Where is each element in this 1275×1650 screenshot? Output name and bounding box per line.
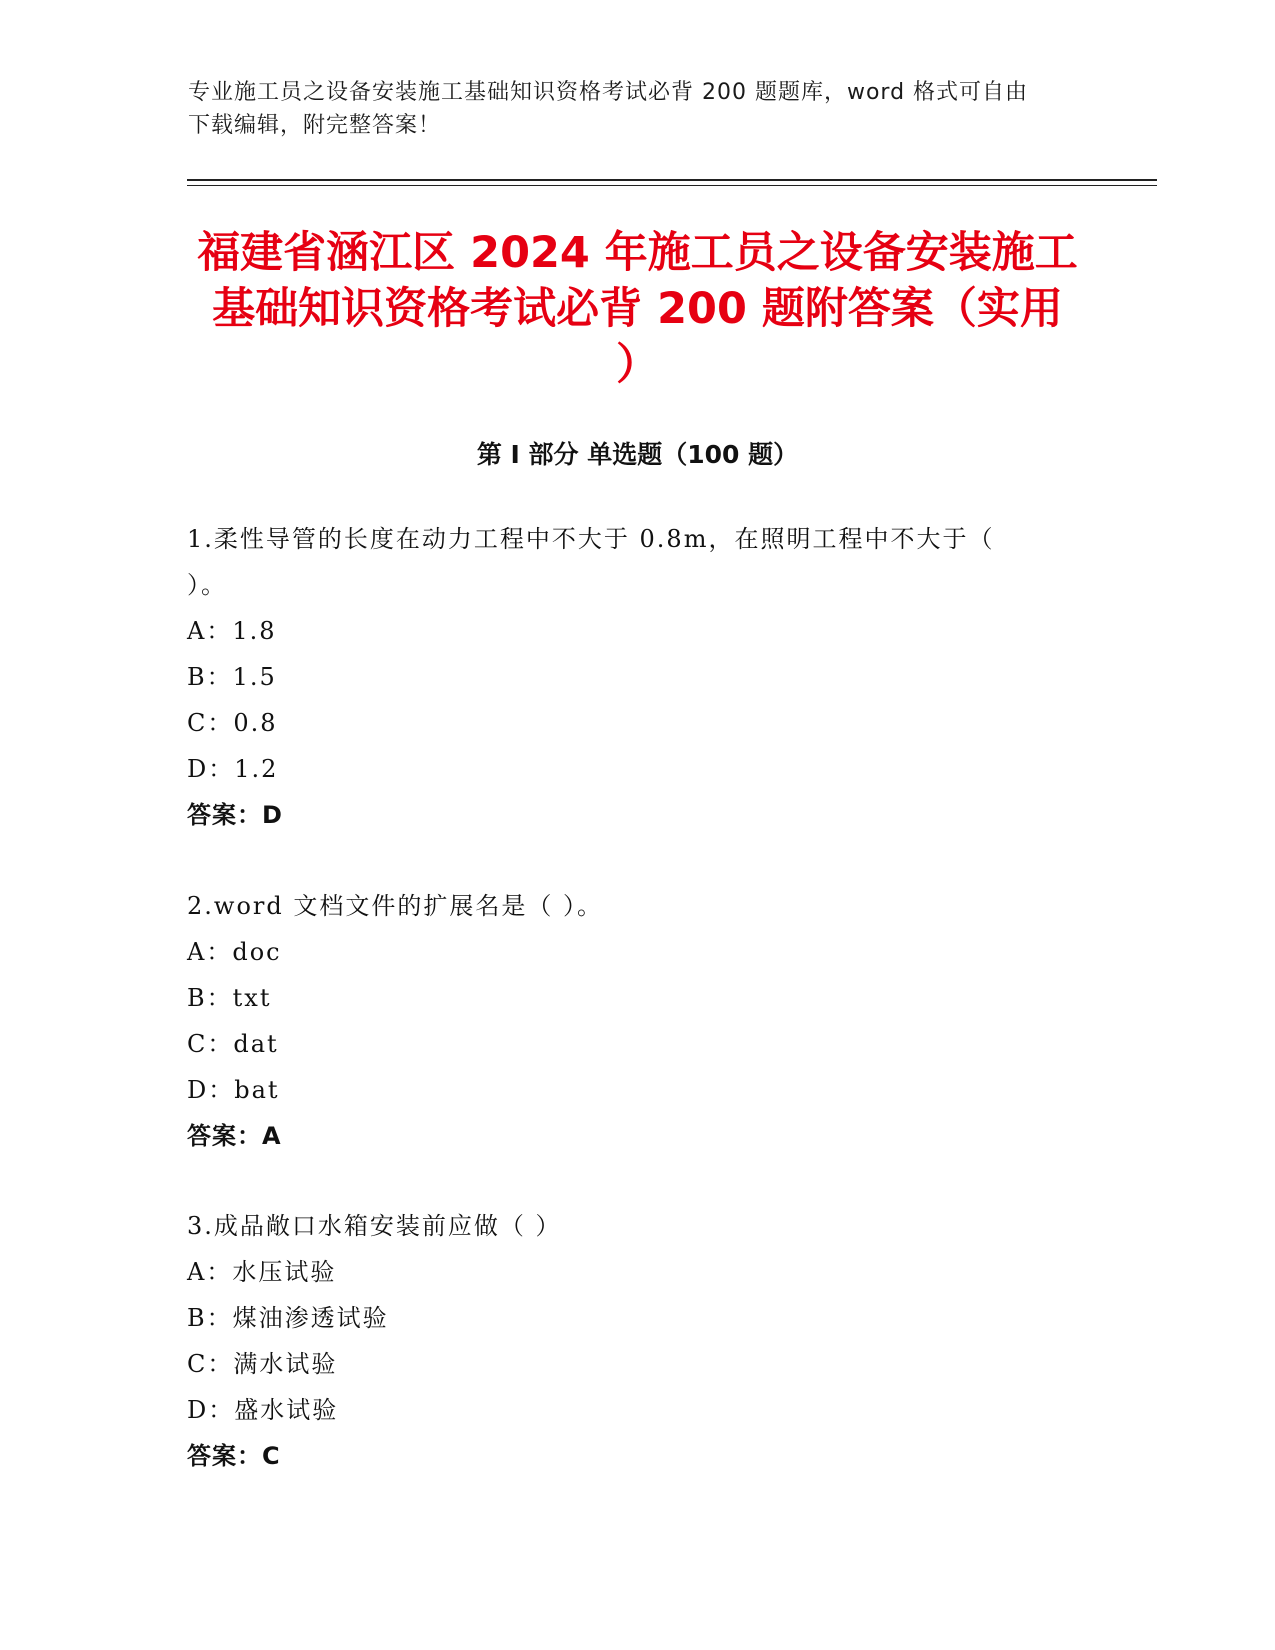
- option-a: [187, 608, 1087, 654]
- option-key: D：: [187, 755, 235, 783]
- option-key: B：: [187, 663, 233, 691]
- option-b: [187, 975, 1087, 1021]
- option-text: 1.2: [234, 755, 279, 783]
- option-text: dat: [233, 1030, 279, 1058]
- option-a: [187, 1249, 1087, 1295]
- option-c: [187, 1341, 1087, 1387]
- option-key: D：: [187, 1076, 235, 1104]
- option-b: [187, 654, 1087, 700]
- option-text: 煤油渗透试验: [232, 1304, 389, 1332]
- option-text: 盛水试验: [234, 1396, 339, 1424]
- option-key: A：: [187, 617, 233, 645]
- question-1: [187, 516, 1087, 838]
- document-title-line-3: ）: [616, 340, 659, 390]
- option-key: D：: [187, 1396, 235, 1424]
- option-text: 满水试验: [233, 1350, 338, 1378]
- answer-label: 答案：D: [187, 801, 283, 829]
- header-note: [188, 76, 1088, 142]
- option-d: [187, 746, 1087, 792]
- question-3: [187, 1203, 1087, 1479]
- document-title: [150, 225, 1125, 393]
- option-text: 0.8: [233, 709, 278, 737]
- option-key: C：: [187, 709, 234, 737]
- section-heading: 第 I 部分 单选题（100 题）: [476, 440, 799, 469]
- option-key: A：: [187, 1258, 233, 1286]
- option-d: [187, 1067, 1087, 1113]
- option-text: 水压试验: [232, 1258, 337, 1286]
- answer-label: 答案：A: [187, 1122, 282, 1150]
- option-key: C：: [187, 1030, 234, 1058]
- document-title-line-1: 福建省涵江区 2024 年施工员之设备安装施工: [197, 228, 1078, 278]
- header-note-line-2: 下载编辑，附完整答案！: [188, 113, 442, 138]
- option-b: [187, 1295, 1087, 1341]
- option-c: [187, 1021, 1087, 1067]
- question-stem-line-1: 1.柔性导管的长度在动力工程中不大于 0.8m，在照明工程中不大于（: [187, 525, 995, 553]
- header-divider-thin: [187, 185, 1157, 186]
- option-key: B：: [187, 1304, 233, 1332]
- option-key: C：: [187, 1350, 234, 1378]
- option-text: 1.8: [232, 617, 277, 645]
- option-text: doc: [232, 938, 282, 966]
- option-key: A：: [187, 938, 233, 966]
- header-note-line-1: 专业施工员之设备安装施工基础知识资格考试必背 200 题题库，word 格式可自由: [188, 80, 1029, 105]
- question-stem-line-1: 2.word 文档文件的扩展名是（ ）。: [187, 892, 603, 920]
- option-key: B：: [187, 984, 233, 1012]
- option-a: [187, 929, 1087, 975]
- question-stem-line-2: ）。: [187, 571, 227, 599]
- option-text: txt: [232, 984, 272, 1012]
- option-text: bat: [234, 1076, 280, 1104]
- option-d: [187, 1387, 1087, 1433]
- document-title-line-2: 基础知识资格考试必背 200 题附答案（实用: [212, 284, 1063, 334]
- question-2: [187, 883, 1087, 1159]
- answer-label: 答案：C: [187, 1442, 281, 1470]
- header-divider-thick: [187, 179, 1157, 181]
- option-text: 1.5: [232, 663, 277, 691]
- question-stem-line-1: 3.成品敞口水箱安装前应做（ ）: [187, 1212, 562, 1240]
- option-c: [187, 700, 1087, 746]
